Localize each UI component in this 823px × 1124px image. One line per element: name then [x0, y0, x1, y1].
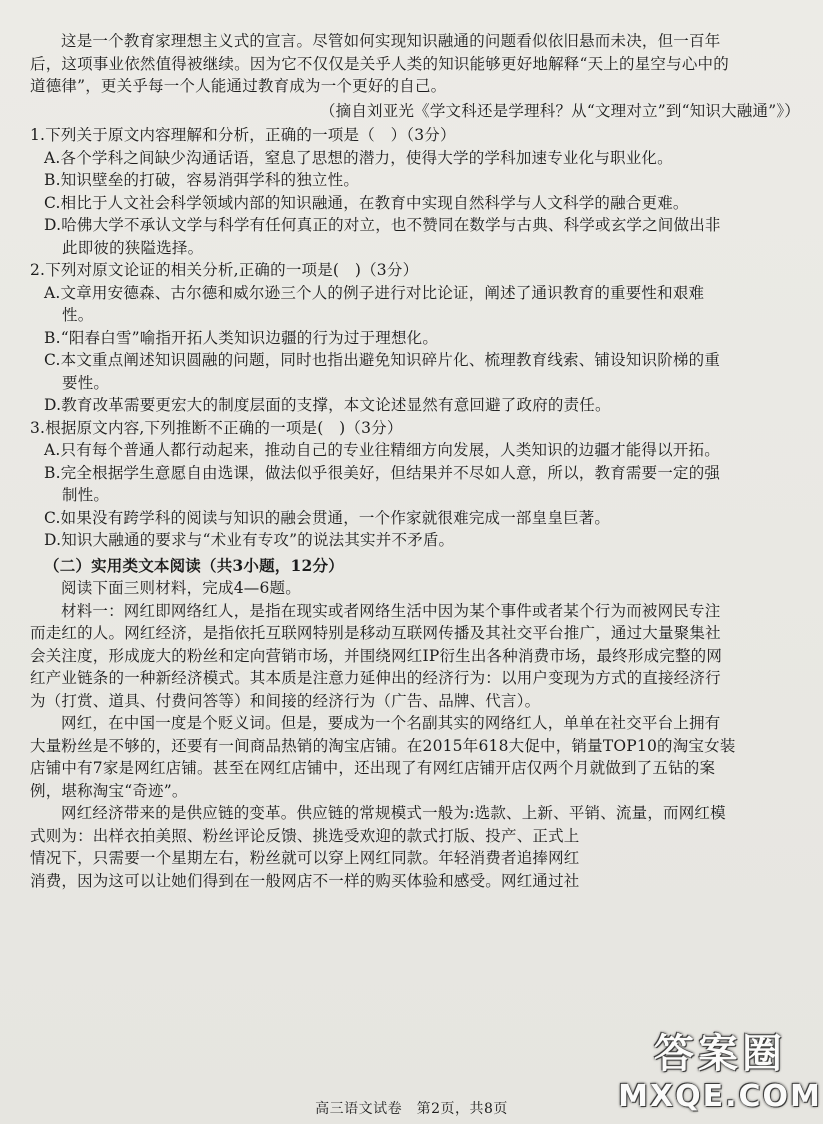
section-title: （二）实用类文本阅读（共3小题，12分） [44, 555, 344, 575]
option-c: C.如果没有跨学科的阅读与知识的融会贯通，一个作家就很难完成一部皇皇巨著。 [44, 508, 611, 527]
material-line: 消费，因为这可以让她们得到在一般网店不一样的购买体验和感受。网红通过社 [30, 871, 580, 890]
material-line: 网红经济带来的是供应链的变革。供应链的常规模式一般为:选款、上新、平销、流量，而网红模 [61, 804, 726, 822]
option-d: D.教育改革需要更宏大的制度层面的支撑，本文论述显然有意回避了政府的责任。 [44, 396, 611, 414]
question-3-stem: 3.根据原文内容,下列推断不正确的一项是( )（3分） [30, 418, 403, 437]
option-d: D.知识大融通的要求与“术业有专攻”的说法其实并不矛盾。 [44, 531, 455, 549]
material-line: 网红，在中国一度是个贬义词。但是，要成为一个名副其实的网络红人，单单在社交平台上拥有 [61, 714, 721, 732]
question-2-stem: 2.下列对原文论证的相关分析,正确的一项是( )（3分） [30, 261, 419, 279]
option-b-cont: 制性。 [62, 486, 110, 504]
option-a: A.只有每个普通人都行动起来，推动自己的专业往精细方向发展，人类知识的边疆才能得以开拓。 [44, 441, 720, 459]
source-citation: （摘自刘亚光《学文科还是学理科？从“文理对立”到“知识大融通”》） [319, 101, 800, 120]
question-content [30, 30, 810, 892]
option-c-cont: 要性。 [62, 373, 110, 392]
option-d-cont: 此即彼的狭隘选择。 [62, 238, 204, 257]
intro-line: 道德律”，更关乎每一个人能通过教育成为一个更好的自己。 [30, 77, 447, 95]
intro-line: 后，这项事业依然值得被继续。因为它不仅仅是关乎人类的知识能够更好地解释“天上的星空与心中的 [30, 54, 729, 73]
option-c: C.相比于人文社会科学领域内部的知识融通，在教育中实现自然科学与人文科学的融合更难。 [44, 193, 689, 212]
material-line: 情况下，只需要一个星期左右，粉丝就可以穿上网红同款。年轻消费者追捧网红 [30, 849, 580, 867]
material-line: 红产业链条的一种新经济模式。其本质是注意力延伸出的经济行为：以用户变现为方式的直接经济行 [30, 669, 721, 687]
option-b: B.“阳春白雪”喻指开拓人类知识边疆的行为过于理想化。 [44, 328, 439, 347]
page-footer: 高三语文试卷 第2页，共8页 [315, 1101, 508, 1117]
watermark-title: 答案圈 [654, 1031, 786, 1077]
material-line: 大量粉丝是不够的，还要有一间商品热销的淘宝店铺。在2015年618大促中，销量TOP10的淘宝女装 [30, 736, 736, 755]
question-1-stem: 1.下列关于原文内容理解和分析，正确的一项是（ ）（3分） [30, 126, 456, 144]
option-a-cont: 性。 [62, 306, 94, 324]
material-line: 会关注度，形成庞大的粉丝和定向营销市场，并围绕网红IP衍生出各种消费市场，最终形成完整的网 [30, 646, 723, 665]
option-a: A.文章用安德森、古尔德和威尔逊三个人的例子进行对比论证，阐述了通识教育的重要性和艰难 [44, 283, 705, 302]
section-instruction: 阅读下面三则材料，完成4—6题。 [61, 579, 301, 597]
option-b: B.完全根据学生意愿自由选课，做法似乎很美好，但结果并不尽如人意，所以，教育需要一定的强 [44, 463, 721, 482]
material-line: 例，堪称淘宝“奇迹”。 [30, 781, 188, 800]
material-line: 材料一：网红即网络红人，是指在现实或者网络生活中因为某个事件或者某个行为而被网民专注 [61, 601, 721, 620]
option-a: A.各个学科之间缺少沟通话语，窒息了思想的潜力，使得大学的学科加速专业化与职业化。 [44, 148, 673, 167]
watermark-logo [618, 1018, 822, 1118]
option-c: C.本文重点阐述知识圆融的问题，同时也指出避免知识碎片化、梳理教育线索、铺设知识阶梯的重 [44, 351, 721, 369]
watermark-url: MXQE.COM [618, 1079, 822, 1114]
material-line: 式则为：出样衣拍美照、粉丝评论反馈、挑选受欢迎的款式打版、投产、正式上 [30, 826, 580, 845]
material-line: 店铺中有7家是网红店铺。甚至在网红店铺中，还出现了有网红店铺开店仅两个月就做到了五钻的案 [30, 759, 716, 777]
intro-line: 这是一个教育家理想主义式的宣言。尽管如何实现知识融通的问题看似依旧悬而未决，但一百年 [61, 32, 721, 50]
option-d: D.哈佛大学不承认文学与科学有任何真正的对立，也不赞同在数学与古典、科学或玄学之间做出非 [44, 216, 721, 234]
option-b: B.知识壁垒的打破，容易消弭学科的独立性。 [44, 171, 360, 189]
material-line: 而走红的人。网红经济，是指依托互联网特别是移动互联网传播及其社交平台推广，通过大量聚集社 [30, 624, 721, 642]
material-line: 为（打赏、道具、付费问答等）和间接的经济行为（广告、品牌、代言）。 [30, 691, 541, 710]
